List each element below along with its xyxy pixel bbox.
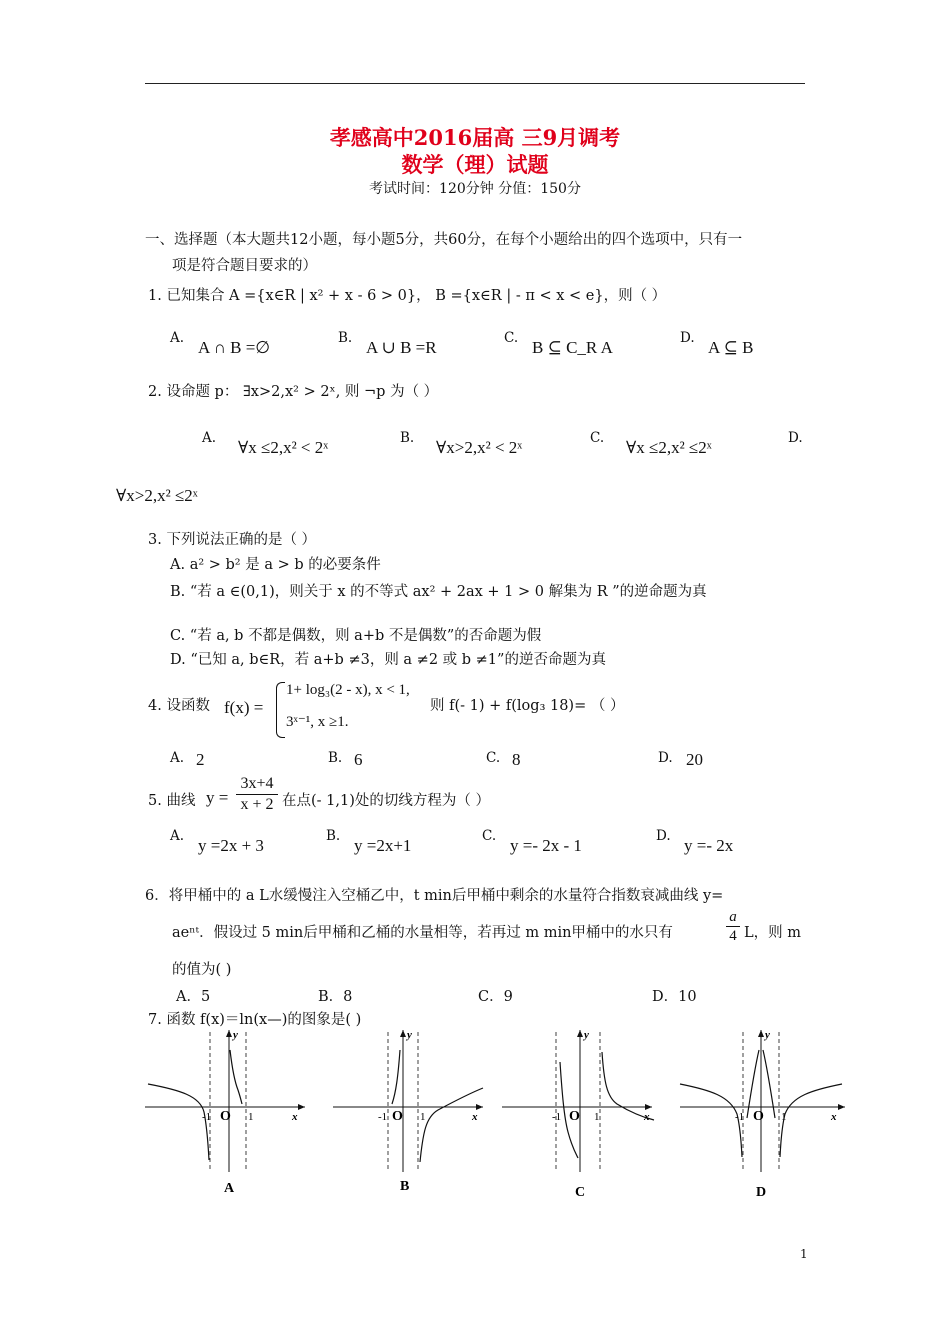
q1-stem: 1. 已知集合 A ={x∈R | x² + x - 6 > 0}， B ={x∈R | - π < x < e}，则（ ） <box>148 288 667 304</box>
section-heading-cont: 项是符合题目要求的） <box>172 258 317 274</box>
q7-stem: 7. 函数 f(x)＝ln(x—)的图象是( ) <box>148 1012 362 1028</box>
graph-d-x-label: x <box>831 1111 837 1123</box>
q6-line2b: L，则 m <box>744 925 801 941</box>
page-number: 1 <box>800 1247 808 1261</box>
q5-stem-left: 5. 曲线 <box>148 793 196 809</box>
q3-option-d: D. “已知 a, b∈R，若 a+b ≠3，则 a ≠2 或 b ≠1”的逆否命题为真 <box>170 652 606 668</box>
q4-case2: 3ˣ⁻¹, x ≥1. <box>286 714 349 730</box>
q4-option-d-label: D. <box>658 750 673 766</box>
q6-line3: 的值为( ) <box>172 962 232 978</box>
q4-case1: 1+ log₃(2 - x), x < 1, <box>286 682 410 698</box>
graph-a-origin: O <box>220 1109 231 1124</box>
q1-option-a: A ∩ B =∅ <box>198 338 271 357</box>
graph-d-x-arrow <box>838 1104 845 1110</box>
q1-option-b: A ∪ B =R <box>366 338 437 357</box>
graph-b-y-arrow <box>400 1030 406 1037</box>
header-rule <box>145 83 805 84</box>
q5-denominator: x + 2 <box>240 796 274 813</box>
q4-stem-left: 4. 设函数 <box>148 698 210 714</box>
q6-fraction <box>726 908 740 945</box>
graph-c-y-label: y <box>584 1029 589 1041</box>
q5-option-c-label: C. <box>482 828 497 844</box>
graph-a-tick-pos: 1 <box>248 1111 254 1123</box>
graph-d-y-label: y <box>765 1029 770 1041</box>
q7-graphs <box>140 1022 850 1202</box>
graph-a-curve-left <box>148 1084 212 1160</box>
graph-d-tick-pos: 1 <box>781 1111 787 1123</box>
q4-brace <box>276 682 285 738</box>
q5-option-b: y =2x+1 <box>354 836 412 855</box>
q5-option-b-label: B. <box>326 828 341 844</box>
q6-option-b: B．8 <box>318 989 353 1005</box>
q6-option-d: D．10 <box>652 989 697 1005</box>
graph-d-tick-neg: -1 <box>735 1111 745 1123</box>
q2-option-c-label: C. <box>590 430 605 446</box>
q1-option-c-label: C. <box>504 330 519 346</box>
q5-option-a: y =2x + 3 <box>198 836 264 855</box>
graph-c-origin: O <box>569 1109 580 1124</box>
graph-a-x-label: x <box>292 1111 298 1123</box>
graph-d-curve-left <box>680 1084 745 1157</box>
q5-option-d: y =- 2x <box>684 836 734 855</box>
q1-option-d: A ⊆ B <box>708 338 754 357</box>
graph-c-x-label: x <box>644 1111 650 1123</box>
q4-option-a-label: A. <box>170 750 185 766</box>
q6-option-c: C．9 <box>478 989 513 1005</box>
graph-a-curve-mid <box>230 1050 242 1104</box>
graph-a-x-arrow <box>298 1104 305 1110</box>
q6-frac-denominator: 4 <box>729 928 737 944</box>
graph-b-tick-neg: -1 <box>378 1111 388 1123</box>
graph-b-curve-mid <box>392 1050 400 1104</box>
graph-d-curve-mid-left <box>747 1050 759 1118</box>
q2-option-a: ∀x ≤2,x² < 2ˣ <box>238 438 329 457</box>
q3-option-b: B. “若 a ∈(0,1)，则关于 x 的不等式 ax² + 2ax + 1 > 0 解集为 R ”的逆命题为真 <box>170 584 707 600</box>
graph-d-curve-mid-right <box>763 1050 775 1118</box>
q5-option-a-label: A. <box>170 828 185 844</box>
graph-d-label: D <box>756 1185 767 1200</box>
graph-c-tick-pos: 1 <box>594 1111 600 1123</box>
graph-c-tick-neg: -1 <box>552 1111 562 1123</box>
q3-option-a: A. a² > b² 是 a > b 的必要条件 <box>170 557 381 573</box>
exam-title: 孝感高中2016届高 三9月调考 <box>329 125 621 150</box>
q1-option-a-label: A. <box>170 330 185 346</box>
q4-option-d: 20 <box>686 750 703 769</box>
graph-b-curve-right <box>420 1088 483 1162</box>
q2-option-d: ∀x>2,x² ≤2ˣ <box>116 486 198 505</box>
graph-a-y-label: y <box>233 1029 238 1041</box>
graph-a <box>145 1029 305 1196</box>
q4-stem-right: 则 f(- 1) + f(log₃ 18)= （ ） <box>430 698 625 714</box>
graph-b-label: B <box>400 1179 410 1194</box>
graph-a-tick-neg: -1 <box>202 1111 212 1123</box>
q2-option-b: ∀x>2,x² < 2ˣ <box>436 438 523 457</box>
q5-option-c: y =- 2x - 1 <box>510 836 582 855</box>
q3-stem: 3. 下列说法正确的是（ ） <box>148 532 317 548</box>
graph-b-tick-pos: 1 <box>420 1111 426 1123</box>
exam-meta: 考试时间：120分钟 分值：150分 <box>369 181 581 197</box>
q4-option-c: 8 <box>512 750 521 769</box>
q4-option-c-label: C. <box>486 750 501 766</box>
q3-option-c: C. “若 a, b 不都是偶数，则 a+b 不是偶数”的否命题为假 <box>170 628 542 644</box>
q5-option-d-label: D. <box>656 828 671 844</box>
q4-option-b: 6 <box>354 750 363 769</box>
graph-b-x-arrow <box>476 1104 483 1110</box>
q5-stem-right: 在点(- 1,1)处的切线方程为（ ） <box>282 793 490 809</box>
q4-option-a: 2 <box>196 750 205 769</box>
graph-b-x-label: x <box>472 1111 478 1123</box>
graph-d-y-arrow <box>758 1030 764 1037</box>
q6-option-a: A．5 <box>176 989 211 1005</box>
graph-d <box>680 1029 845 1200</box>
q2-option-c: ∀x ≤2,x² ≤2ˣ <box>626 438 712 457</box>
q2-option-b-label: B. <box>400 430 415 446</box>
section-heading: 一、选择题（本大题共12小题，每小题5分，共60分，在每个小题给出的四个选项中，只有一 <box>145 232 743 248</box>
q2-option-a-label: A. <box>202 430 217 446</box>
graph-b-y-label: y <box>407 1029 412 1041</box>
graph-c-curve-right <box>602 1052 654 1120</box>
graph-c-label: C <box>575 1185 586 1200</box>
q5-function: y = <box>206 788 229 807</box>
graph-d-origin: O <box>753 1109 764 1124</box>
graph-b <box>333 1029 483 1194</box>
graph-c-x-arrow <box>645 1104 652 1110</box>
q6-frac-numerator: a <box>726 908 740 927</box>
q6-line2a: aeⁿᵗ．假设过 5 min后甲桶和乙桶的水量相等，若再过 m min甲桶中的水只有 <box>172 925 673 941</box>
q6-line1: 6．将甲桶中的 a L水缓慢注入空桶乙中，t min后甲桶中剩余的水量符合指数衰减曲线 y= <box>145 888 724 904</box>
q5-fraction <box>236 774 278 815</box>
graph-c <box>502 1029 654 1200</box>
q1-option-c: B ⊆ C_R A <box>532 338 613 357</box>
graph-c-y-arrow <box>577 1030 583 1037</box>
graph-a-y-arrow <box>226 1030 232 1037</box>
q1-option-b-label: B. <box>338 330 353 346</box>
q4-option-b-label: B. <box>328 750 343 766</box>
graph-b-origin: O <box>392 1109 403 1124</box>
q2-option-d-label: D. <box>788 430 803 446</box>
q1-option-d-label: D. <box>680 330 695 346</box>
graph-a-label: A <box>224 1181 235 1196</box>
q5-numerator: 3x+4 <box>236 774 278 795</box>
q2-stem: 2. 设命题 p： ∃x>2,x² > 2ˣ, 则 ¬p 为（ ） <box>148 384 439 400</box>
exam-subtitle: 数学（理）试题 <box>401 152 549 177</box>
q4-function: f(x) = <box>224 698 264 717</box>
